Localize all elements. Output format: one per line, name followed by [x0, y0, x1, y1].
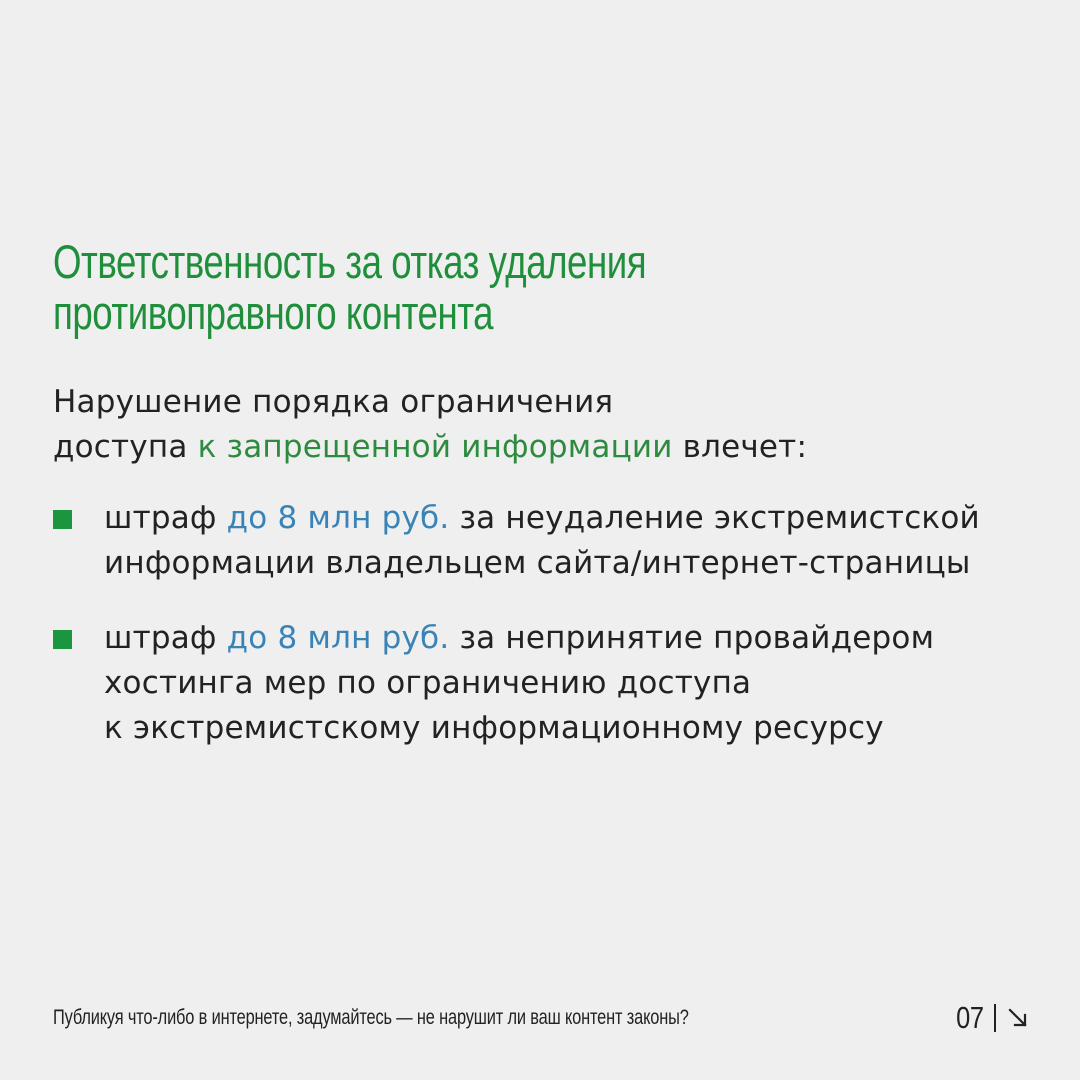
intro-line-2: [53, 425, 1003, 470]
penalty-2-line-2: хостинга мер по ограничению доступа: [104, 665, 752, 701]
page-indicator: [950, 998, 1030, 1038]
penalty-list: [53, 496, 1033, 751]
penalty-list-item-1: [53, 496, 1033, 586]
intro-line-2-end: влечет:: [682, 429, 808, 465]
intro-highlight: к запрещенной информации: [197, 429, 673, 465]
square-bullet-icon: [53, 510, 72, 529]
page-title: [53, 236, 817, 338]
arrow-down-right-icon: [1006, 1006, 1030, 1030]
title-line-2: противоправного контента: [53, 286, 494, 339]
penalty-list-item-2: [53, 616, 1033, 751]
penalty-2-line-1: [104, 616, 1033, 661]
intro-paragraph: [53, 380, 1003, 470]
penalty-1-line-2: информации владельцем сайта/интернет-страницы: [104, 545, 971, 581]
penalty-1-end: за неудаление экстремистской: [459, 500, 980, 536]
intro-line-1: Нарушение порядка ограничения: [53, 384, 614, 420]
penalty-2-line-3: к экстремистскому информационному ресурсу: [104, 710, 884, 746]
footer: [53, 998, 1030, 1038]
page-number: 07: [956, 1000, 984, 1035]
penalty-1-line-1: [104, 496, 1033, 541]
intro-line-2-start: доступа: [53, 429, 188, 465]
penalty-2-start: штраф: [104, 620, 217, 656]
penalty-2-amount: до 8 млн руб.: [226, 620, 450, 656]
footer-text: Публикуя что-либо в интернете, задумайтесь — не нарушит ли ваш контент законы?: [53, 1006, 689, 1029]
penalty-1-start: штраф: [104, 500, 217, 536]
page-divider: [994, 1004, 996, 1032]
penalty-1-amount: до 8 млн руб.: [226, 500, 450, 536]
square-bullet-icon: [53, 630, 72, 649]
title-line-1: Ответственность за отказ удаления: [53, 235, 647, 288]
penalty-2-end: за непринятие провайдером: [459, 620, 935, 656]
